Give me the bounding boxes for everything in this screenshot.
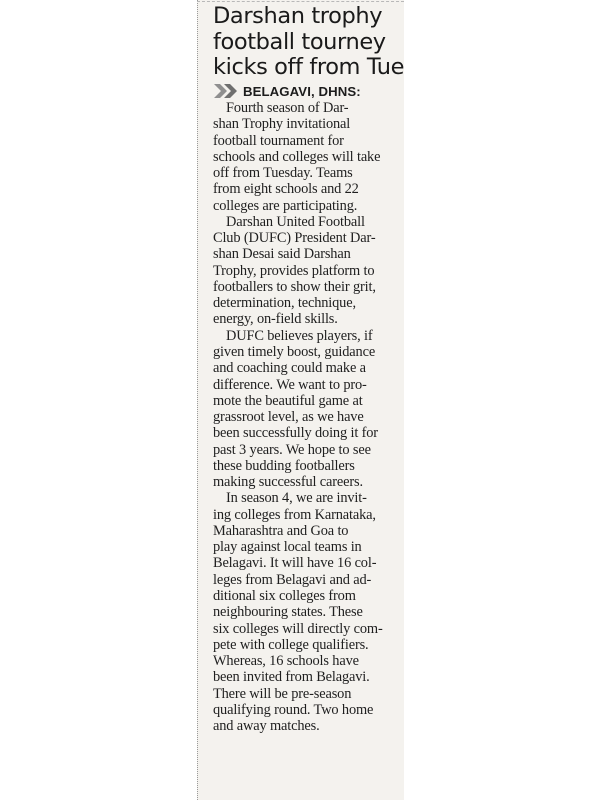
- article-line: six colleges will directly com-: [213, 620, 383, 637]
- article-line: Club (DUFC) President Dar-: [213, 230, 376, 247]
- article-paragraph: [213, 490, 403, 734]
- headline-line: football tourney: [213, 28, 386, 55]
- article-line: these budding footballers: [213, 457, 355, 474]
- article-line: shan Desai said Darshan: [213, 246, 351, 263]
- article-body: [213, 100, 403, 734]
- article-line: ing colleges from Karnataka,: [213, 506, 376, 523]
- article-line: difference. We want to pro-: [213, 376, 367, 393]
- headline: [213, 4, 403, 81]
- dateline-text: BELAGAVI, DHNS:: [243, 83, 361, 99]
- double-chevron-icon: [213, 83, 241, 99]
- article-line: making successful careers.: [213, 474, 363, 491]
- article-line: Belagavi. It will have 16 col-: [213, 555, 377, 572]
- article-line: Fourth season of Dar-: [226, 100, 349, 116]
- article-line: pete with college qualifiers.: [213, 636, 369, 653]
- article-line: shan Trophy invitational: [213, 116, 351, 133]
- article-line: determination, technique,: [213, 295, 356, 312]
- article-line: energy, on-field skills.: [213, 311, 338, 328]
- article-line: football tournament for: [213, 132, 344, 149]
- top-divider: [197, 1, 404, 2]
- article-line: from eight schools and 22: [213, 181, 359, 198]
- article-paragraph: [213, 100, 403, 214]
- article-line: DUFC believes players, if: [226, 327, 373, 344]
- article-line: and coaching could make a: [213, 360, 366, 377]
- article-line: schools and colleges will take: [213, 148, 381, 165]
- article-line: ditional six colleges from: [213, 587, 356, 604]
- article-line: leges from Belagavi and ad-: [213, 571, 372, 588]
- headline-line: kicks off from Tue: [213, 54, 405, 80]
- article-line: neighbouring states. These: [213, 604, 363, 621]
- article-line: play against local teams in: [213, 539, 362, 556]
- article-line: off from Tuesday. Teams: [213, 165, 353, 182]
- article-line: In season 4, we are invit-: [226, 490, 367, 507]
- article-line: colleges are participating.: [213, 197, 358, 214]
- article-paragraph: [213, 214, 403, 328]
- article-line: Darshan United Football: [226, 213, 365, 230]
- column-divider: [197, 0, 198, 800]
- article-line: Whereas, 16 schools have: [213, 653, 359, 670]
- article-line: footballers to show their grit,: [213, 278, 376, 295]
- headline-line: Darshan trophy: [213, 3, 383, 29]
- article-line: grassroot level, as we have: [213, 409, 364, 426]
- dateline: [213, 82, 361, 100]
- article-line: Maharashtra and Goa to: [213, 522, 349, 539]
- article-paragraph: [213, 328, 403, 491]
- article-line: qualifying round. Two home: [213, 701, 374, 718]
- article-line: been successfully doing it for: [213, 425, 378, 442]
- article-line: mote the beautiful game at: [213, 392, 363, 409]
- article-line: Trophy, provides platform to: [213, 262, 375, 279]
- article-line: been invited from Belagavi.: [213, 669, 370, 686]
- article-line: past 3 years. We hope to see: [213, 441, 371, 458]
- article-line: and away matches.: [213, 718, 320, 735]
- article-line: given timely boost, guidance: [213, 343, 376, 360]
- article-line: There will be pre-season: [213, 685, 352, 702]
